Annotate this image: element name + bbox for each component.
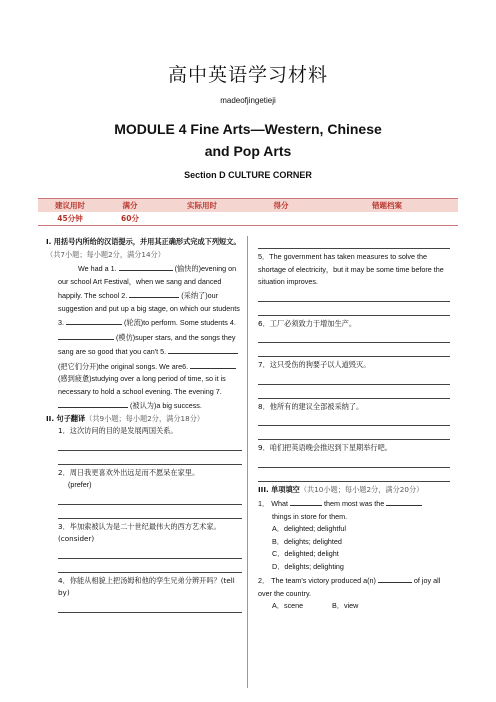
blank-2[interactable] <box>129 288 179 298</box>
part2-note: （共9小题；每小题2分，满分18分） <box>85 413 205 423</box>
passage-seg-3: (采纳了)our suggestion and put up a big stage, on which our students 3. <box>58 291 240 327</box>
answer-line-3a[interactable] <box>58 547 242 559</box>
translation-item-2: 2．周日我更喜欢外出远足而不愿呆在家里。 <box>58 467 200 477</box>
right-column <box>258 236 450 613</box>
mcq-2-stem-a: The team's victory produced a(n) <box>271 576 376 585</box>
header-score: 得分 <box>273 201 289 210</box>
passage-seg-6: (把它们分开)the original songs. We are6. <box>58 361 189 371</box>
translation-item-6: 6．工厂必须致力于增加生产。 <box>258 318 357 328</box>
passage-seg-1: We had a 1. <box>78 264 117 273</box>
translation-item-5: 5．The government has taken measures to solve the shortage of electricity，but it may be some time before the situation improves. <box>258 252 444 286</box>
left-column <box>46 236 242 615</box>
document-subtitle: madeofjingetieji <box>220 96 276 105</box>
passage-seg-7: (感到疲惫)studying over a long period of time, so it is necessary to hold a school evening. The evening 7. <box>58 374 226 396</box>
blank-3[interactable] <box>66 315 122 325</box>
header-full-score: 满分 <box>122 201 138 210</box>
answer-line-4b[interactable] <box>258 237 450 249</box>
translation-item-4: 4．你能从相貌上把汤姆和他的孪生兄弟分辨开吗？(tell by) <box>58 575 235 597</box>
mcq-2-option-a[interactable]: A．scene <box>272 601 304 610</box>
answer-line-1b[interactable] <box>58 453 242 465</box>
mcq-2-option-b[interactable]: B．view <box>332 601 359 610</box>
column-divider <box>247 236 248 688</box>
mcq-1-num: 1． <box>258 499 270 508</box>
answer-line-7b[interactable] <box>258 387 450 399</box>
header-suggested-time: 建议用时 <box>55 201 85 210</box>
answer-line-9a[interactable] <box>258 456 450 468</box>
answer-line-8b[interactable] <box>258 428 450 440</box>
part1-num: I. <box>46 237 52 246</box>
mcq-1-blank-1[interactable] <box>290 496 322 506</box>
part3-num: III. <box>258 484 269 494</box>
translation-item-7: 7．这只受伤的狗要子以人道毁灭。 <box>258 360 371 369</box>
header-actual-time: 实际用时 <box>187 201 217 210</box>
mcq-1-stem-a: What <box>271 499 288 508</box>
answer-line-2a[interactable] <box>58 493 242 505</box>
mcq-2-num: 2． <box>258 576 270 585</box>
mcq-2-stem-b: of joy all over the country. <box>258 576 441 598</box>
translation-item-1: 1．这次访问的目的是发展两国关系。 <box>58 426 178 435</box>
answer-line-1a[interactable] <box>58 439 242 451</box>
passage-seg-5: (模仿)super stars, and the songs they sang are so good that you can't 5. <box>58 332 236 356</box>
score-table-value-row <box>38 212 458 226</box>
part1-note: （共7小题；每小题2分，满分14分） <box>46 249 165 259</box>
passage-seg-2: (愉快的)evening on our school Art Festival，when we sang and danced happily. The school 2. <box>58 264 237 300</box>
answer-line-6a[interactable] <box>258 331 450 343</box>
translation-item-9: 9．咱们把英语晚会推迟到下星期举行吧。 <box>258 443 392 452</box>
mcq-1-stem <box>258 496 450 523</box>
answer-line-2b[interactable] <box>58 507 242 519</box>
module-title-line2: and Pop Arts <box>204 143 292 159</box>
mcq-1-option-c[interactable]: C．delighted; delight <box>272 549 339 558</box>
translation-item-8: 8．他所有的建议全部被采纳了。 <box>258 401 364 411</box>
mcq-1-option-b[interactable]: B．delights; delighted <box>272 536 342 546</box>
answer-line-5a[interactable] <box>258 290 450 302</box>
mcq-1-blank-2[interactable] <box>386 496 422 506</box>
mcq-2-blank[interactable] <box>378 573 412 583</box>
blank-6[interactable] <box>190 359 236 369</box>
score-table <box>38 198 458 226</box>
blank-1[interactable] <box>119 261 173 271</box>
passage-seg-8: (被认为)a big success. <box>130 401 202 410</box>
mcq-1-stem-c: things in store for them. <box>272 511 348 521</box>
part2-num: II. <box>46 413 55 423</box>
answer-line-8a[interactable] <box>258 414 450 426</box>
mcq-1-option-a[interactable]: A．delighted; delightful <box>272 524 346 533</box>
answer-line-9b[interactable] <box>258 470 450 482</box>
header-error-record: 错题档案 <box>372 201 402 210</box>
part3-note: （共10小题；每小题2分，满分20分） <box>299 484 424 494</box>
part3-instruction: 单项填空 <box>271 484 300 494</box>
mcq-1-stem-b: them most was the <box>323 499 385 508</box>
mcq-2-options <box>258 600 450 613</box>
part3-heading <box>258 484 450 497</box>
module-title <box>0 118 496 162</box>
translation-item-3: 3．毕加索被认为是二十世纪最伟大的西方艺术家。(consider) <box>58 521 221 543</box>
part1-heading <box>46 236 242 261</box>
value-full-score: 60分 <box>121 214 139 223</box>
blank-4[interactable] <box>58 330 114 340</box>
section-title: Section D CULTURE CORNER <box>184 170 312 180</box>
part2-heading <box>46 413 242 426</box>
answer-line-6b[interactable] <box>258 345 450 357</box>
answer-line-4a[interactable] <box>58 601 242 613</box>
passage-seg-4: (轮流)to perform. Some students 4. <box>124 318 236 327</box>
mcq-1-option-d[interactable]: D．delights; delighting <box>272 561 344 571</box>
module-title-line1: MODULE 4 Fine Arts—Western, Chinese <box>114 121 382 137</box>
part1-instruction: 用括号内所给的汉语提示，并用其正确形式完成下列短文。 <box>53 237 241 246</box>
score-table-header-row <box>38 199 458 212</box>
blank-7[interactable] <box>58 398 128 408</box>
part1-passage <box>46 261 242 413</box>
mcq-2-stem <box>258 573 450 600</box>
translation-item-2-hint: (prefer) <box>68 480 92 489</box>
part2-instruction: 句子翻译 <box>56 413 86 423</box>
document-title: 高中英语学习材料 <box>167 64 328 86</box>
blank-5[interactable] <box>168 344 238 354</box>
value-suggested-time: 45分钟 <box>57 214 83 223</box>
answer-line-3b[interactable] <box>58 561 242 573</box>
answer-line-5b[interactable] <box>258 304 450 316</box>
answer-line-7a[interactable] <box>258 373 450 385</box>
